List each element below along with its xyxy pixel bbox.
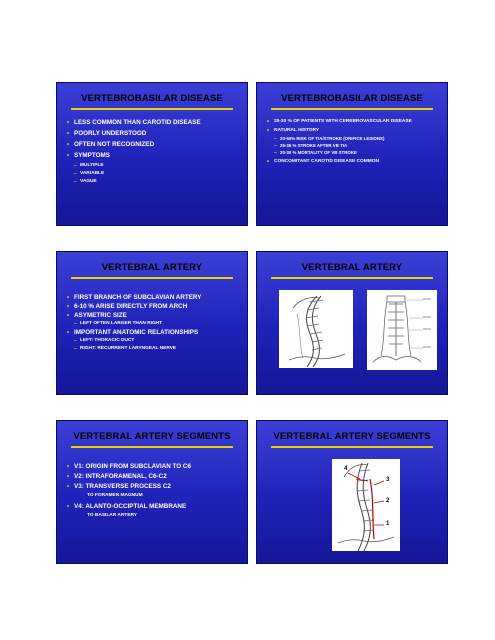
sub-bullet: – LEFT OFTEN LARGER THAN RIGHT	[67, 321, 243, 328]
slide-6	[256, 420, 448, 564]
sub-bullet: – 20-50% RISK OF TIA/STROKE (ORIFICE LESIONS)	[267, 136, 443, 142]
bullet: • V4: ALANTO-OCCIPTIAL MEMBRANE	[67, 503, 243, 511]
slide-title: VERTEBRAL ARTERY SEGMENTS	[273, 431, 431, 442]
bullet: • IMPORTANT ANATOMIC RELATIONSHIPS	[67, 329, 243, 337]
spine-front-view-illustration	[367, 290, 437, 370]
slide-title: VERTEBRAL ARTERY	[101, 262, 203, 273]
segment-label-1: 1	[386, 521, 390, 527]
sub-bullet: – 20-30 % MORTALITY OF VB STROKE	[267, 150, 443, 156]
sub-bullet: – MULTIPLE	[67, 163, 243, 170]
sub-bullet: – RIGHT: RECURRENT LARYNGEAL NERVE	[67, 346, 243, 353]
bullet: • V2: INTRAFORAMENAL, C6-C2	[67, 473, 243, 481]
segment-label-2: 2	[386, 498, 390, 504]
spine-side-view-illustration	[279, 290, 353, 368]
bullet: • 6-10 % ARISE DIRECTLY FROM ARCH	[67, 303, 243, 311]
title-underline	[71, 277, 233, 279]
title-underline	[71, 446, 233, 448]
title-underline	[271, 446, 433, 448]
bullet: • CONCOMITANT CAROTID DISEASE COMMON	[267, 159, 443, 166]
slide-2	[256, 82, 448, 226]
title-underline	[271, 277, 433, 279]
spine-segments-illustration	[332, 459, 400, 551]
slide-title: VERTEBROBASILAR DISEASE	[281, 93, 423, 104]
sub-bullet: – LEFT: THORACIC DUCT	[67, 338, 243, 345]
slide-4	[256, 251, 448, 395]
bullet-list	[67, 119, 243, 187]
sub-bullet: – VARIABLE	[67, 171, 243, 178]
bullet-continuation: TO BASILAR ARTERY	[87, 512, 137, 518]
bullet: • POORLY UNDERSTOOD	[67, 130, 243, 138]
segment-label-3: 3	[386, 477, 390, 483]
vertebral-segments-figure	[332, 459, 400, 551]
sub-bullet: – 25-35 % STROKE AFTER VB TIA	[267, 143, 443, 149]
bullet: • SYMPTOMS	[67, 152, 243, 160]
bullet: • LESS COMMON THAN CAROTID DISEASE	[67, 119, 243, 127]
bullet: • NATURAL HISTORY	[267, 128, 443, 135]
anatomy-figure-right	[367, 290, 437, 370]
bullet-list	[67, 463, 243, 522]
slide-title: VERTEBROBASILAR DISEASE	[81, 93, 223, 104]
bullet: • ASYMETRIC SIZE	[67, 312, 243, 320]
slide-5	[56, 420, 248, 564]
bullet-list	[267, 119, 443, 168]
bullet-list	[67, 294, 243, 354]
bullet: • V3: TRANSVERSE PROCESS C2	[67, 483, 243, 491]
bullet: • FIRST BRANCH OF SUBCLAVIAN ARTERY	[67, 294, 243, 302]
slide-3	[56, 251, 248, 395]
sub-bullet: – VAGUE	[67, 179, 243, 186]
bullet-continuation: TO FORAMEN MAGNUM	[87, 493, 143, 498]
bullet: • OFTEN NOT RECOGNIZED	[67, 141, 243, 149]
slide-title: VERTEBRAL ARTERY	[301, 262, 403, 273]
bullet: • 25-30 % OF PATIENTS WITH CEREBROVASCULAR DISEASE	[267, 119, 443, 126]
bullet: • V1: ORIGIN FROM SUBCLAVIAN TO C6	[67, 463, 243, 471]
anatomy-figure-left	[279, 290, 353, 368]
slide-1	[56, 82, 248, 226]
segment-label-4: 4	[344, 466, 348, 472]
title-underline	[71, 108, 233, 110]
title-underline	[271, 108, 433, 110]
slide-title: VERTEBRAL ARTERY SEGMENTS	[73, 431, 231, 442]
